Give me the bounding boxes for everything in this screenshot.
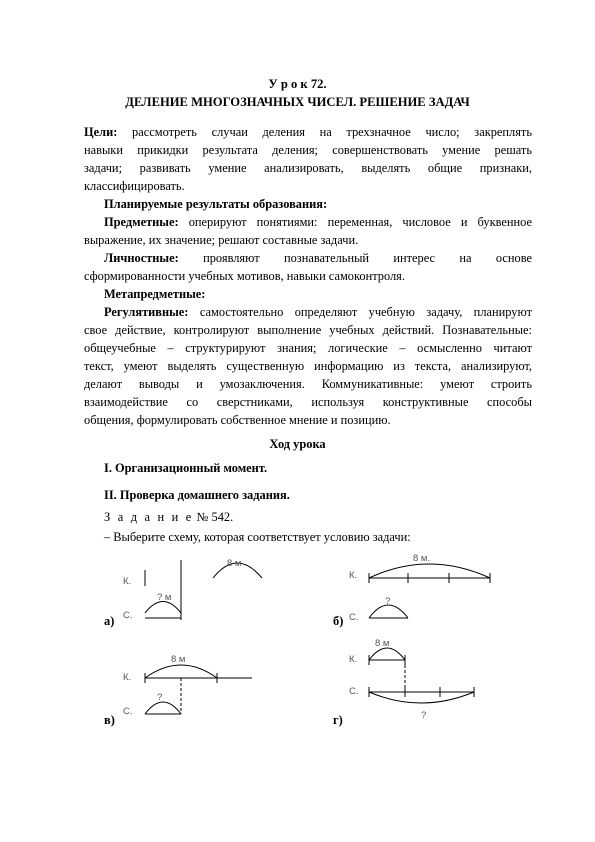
task-instruction: – Выберите схему, которая соответствует условию задачи: [104,530,411,544]
scheme-a-bottom-label: ? м [157,592,172,603]
goals-line-4: классифицировать. [84,179,185,193]
goals-line-1 [84,125,532,140]
scheme-a-s-label: С. [123,610,133,621]
regulative-label: Регулятивные: [104,305,189,319]
scheme-v-top-label: 8 м [171,654,186,665]
meta-line-5: делают выводы и умозаключения. Коммуникативные: умеют строить [84,377,532,391]
scheme-b-s-label: С. [349,612,359,623]
task-word: З а д а н и е [104,510,194,524]
personal-line-1-text: проявляют познавательный интерес на основе [203,251,532,265]
scheme-a-diagram [115,550,275,630]
meta-line-1-text: самостоятельно определяют учебную задачу, планируют [199,305,532,319]
lesson-number: У р о к 72. [268,77,327,91]
subject-line-1 [104,215,532,230]
scheme-v-letter: в) [104,713,115,727]
planned-heading: Планируемые результаты образования: [104,197,328,211]
scheme-v-bottom-label: ? [157,692,163,703]
meta-heading: Метапредметные: [104,287,206,301]
scheme-v-diagram [115,648,265,728]
scheme-b-diagram [343,548,503,630]
scheme-g-bottom-label: ? [421,710,427,721]
course-heading: Ход урока [269,437,326,451]
scheme-g-k-label: К. [349,654,358,665]
task-line [104,510,233,525]
scheme-b-top-label: 8 м. [413,553,431,564]
scheme-g-letter: г) [333,713,343,727]
scheme-a-letter: а) [104,614,115,628]
task-number: № 542. [196,510,234,524]
scheme-g-s-label: С. [349,686,359,697]
personal-line-2: сформированности учебных мотивов, навыки самоконтроля. [84,269,405,283]
scheme-g-diagram [343,630,493,728]
scheme-v-k-label: К. [123,672,132,683]
goals-line-3: задачи; развивать умение анализировать, выделять общие признаки, [84,161,532,175]
scheme-v-s-label: С. [123,706,133,717]
lesson-title: ДЕЛЕНИЕ МНОГОЗНАЧНЫХ ЧИСЕЛ. РЕШЕНИЕ ЗАДАЧ [125,95,470,109]
subject-line-2: выражение, их значение; решают составные задачи. [84,233,359,247]
personal-line-1 [104,251,532,266]
goals-line-1-text: рассмотреть случаи деления на трехзначное число; закреплять [132,125,532,139]
meta-line-7: общения, формулировать собственное мнение и позицию. [84,413,391,427]
meta-line-4: текст, умеют выделять существенную информацию из текста, анализируют, [84,359,532,373]
personal-label: Личностные: [104,251,179,265]
section-2-heading: II. Проверка домашнего задания. [104,488,290,502]
section-1-heading: I. Организационный момент. [104,461,268,475]
scheme-g-top-label: 8 м [375,638,390,649]
meta-line-1 [104,305,532,320]
goals-label: Цели: [84,125,118,139]
scheme-a-top-label: 8 м [227,558,242,569]
scheme-b-letter: б) [333,614,344,628]
subject-label: Предметные: [104,215,179,229]
subject-line-1-text: оперируют понятиями: переменная, числовое и буквенное [188,215,532,229]
scheme-b-k-label: К. [349,570,358,581]
meta-line-2: свое действие, контролируют выполнение учебных действий. Познавательные: [84,323,532,337]
meta-line-6: взаимодействие со сверстниками, используя конструктивные способы [84,395,532,409]
meta-line-3: общеучебные – структурируют знания; логические – осмысленно читают [84,341,532,355]
scheme-b-bottom-label: ? [385,596,391,607]
goals-line-2: навыки прикидки результата деления; совершенствовать умение решать [84,143,532,157]
scheme-a-k-label: К. [123,576,132,587]
